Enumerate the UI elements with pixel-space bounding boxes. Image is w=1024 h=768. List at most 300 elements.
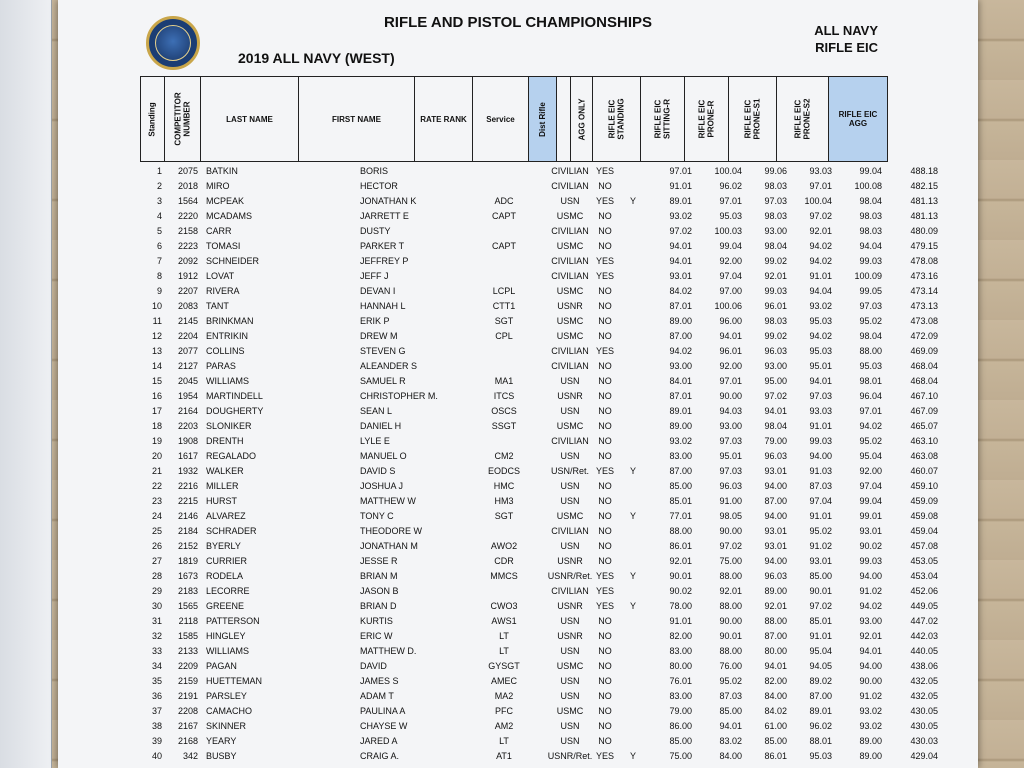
cell-first-name: MATTHEW W (360, 496, 416, 506)
cell-agg-score: 478.08 (910, 256, 938, 266)
cell-standing-score: 91.01 (669, 616, 692, 626)
cell-prone-s1-score: 97.04 (809, 496, 832, 506)
cell-agg-score: 468.04 (910, 376, 938, 386)
cell-standing: 18 (151, 421, 162, 431)
cell-competitor-number: 2183 (177, 586, 198, 596)
cell-agg-score: 479.15 (910, 241, 938, 251)
cell-service: USMC (556, 211, 584, 221)
cell-prone-r-score: 94.00 (764, 556, 787, 566)
cell-dist-rifle: NO (598, 301, 612, 311)
event-label-line2: RIFLE EIC (815, 40, 878, 55)
cell-competitor-number: 2207 (177, 286, 198, 296)
cell-sitting-score: 96.00 (719, 316, 742, 326)
cell-last-name: COLLINS (206, 346, 245, 356)
cell-prone-r-score: 96.03 (764, 571, 787, 581)
cell-last-name: RODELA (206, 571, 244, 581)
cell-agg-only: Y (629, 466, 636, 476)
cell-last-name: TOMASI (206, 241, 241, 251)
cell-dist-rifle: NO (598, 226, 612, 236)
cell-standing: 32 (151, 631, 162, 641)
cell-service: USNR/Ret. (547, 751, 593, 761)
cell-standing-score: 84.01 (669, 376, 692, 386)
cell-last-name: ALVAREZ (206, 511, 246, 521)
cell-standing: 2 (156, 181, 162, 191)
cell-first-name: JASON B (360, 586, 399, 596)
cell-competitor-number: 2215 (177, 496, 198, 506)
cell-standing-score: 93.01 (669, 271, 692, 281)
cell-sitting-score: 95.02 (719, 676, 742, 686)
cell-first-name: KURTIS (360, 616, 393, 626)
cell-first-name: DAVID S (360, 466, 396, 476)
cell-agg-only: Y (629, 751, 636, 761)
cell-last-name: MIRO (206, 181, 230, 191)
cell-standing-score: 97.01 (669, 166, 692, 176)
cell-standing-score: 87.01 (669, 391, 692, 401)
cell-prone-s1-score: 95.03 (809, 346, 832, 356)
cell-prone-s1-score: 94.04 (809, 286, 832, 296)
cell-service: USN (560, 736, 580, 746)
cell-prone-s1-score: 95.04 (809, 646, 832, 656)
cell-rate-rank: MMCS (490, 571, 518, 581)
cell-agg-score: 473.14 (910, 286, 938, 296)
cell-prone-r-score: 98.04 (764, 241, 787, 251)
cell-prone-s2-score: 94.02 (859, 421, 882, 431)
cell-standing: 13 (151, 346, 162, 356)
cell-prone-s1-score: 91.02 (809, 541, 832, 551)
cell-last-name: MILLER (206, 481, 239, 491)
cell-rate-rank: MA2 (494, 691, 514, 701)
cell-standing: 7 (156, 256, 162, 266)
cell-prone-s2-score: 99.03 (859, 556, 882, 566)
cell-prone-s1-score: 99.03 (809, 436, 832, 446)
cell-service: USN (560, 481, 580, 491)
cell-standing: 35 (151, 676, 162, 686)
cell-prone-s2-score: 95.02 (859, 316, 882, 326)
cell-standing: 4 (156, 211, 162, 221)
cell-prone-s2-score: 99.05 (859, 286, 882, 296)
cell-sitting-score: 98.05 (719, 511, 742, 521)
cell-prone-r-score: 80.00 (764, 646, 787, 656)
cell-rate-rank: CWO3 (490, 601, 518, 611)
cell-last-name: SLONIKER (206, 421, 252, 431)
cell-prone-r-score: 94.01 (764, 661, 787, 671)
cell-prone-s2-score: 93.02 (859, 721, 882, 731)
cell-prone-r-score: 96.03 (764, 451, 787, 461)
cell-dist-rifle: YES (595, 166, 614, 176)
cell-competitor-number: 2146 (177, 511, 198, 521)
cell-prone-r-score: 95.00 (764, 376, 787, 386)
cell-last-name: SKINNER (206, 721, 247, 731)
cell-last-name: CURRIER (206, 556, 248, 566)
cell-service: CIVILIAN (551, 361, 589, 371)
cell-prone-s2-score: 95.02 (859, 436, 882, 446)
cell-sitting-score: 95.01 (719, 451, 742, 461)
cell-prone-r-score: 84.00 (764, 691, 787, 701)
cell-rate-rank: AWS1 (491, 616, 517, 626)
cell-prone-r-score: 97.03 (764, 196, 787, 206)
cell-first-name: HECTOR (360, 181, 398, 191)
cell-rate-rank: CDR (494, 556, 514, 566)
cell-prone-r-score: 61.00 (764, 721, 787, 731)
cell-prone-s2-score: 97.03 (859, 301, 882, 311)
cell-prone-s2-score: 95.04 (859, 451, 882, 461)
cell-prone-s1-score: 91.01 (809, 421, 832, 431)
cell-prone-r-score: 94.00 (764, 481, 787, 491)
cell-dist-rifle: NO (598, 361, 612, 371)
cell-prone-s1-score: 91.03 (809, 466, 832, 476)
cell-agg-score: 438.06 (910, 661, 938, 671)
cell-standing-score: 85.00 (669, 481, 692, 491)
cell-prone-s1-score: 94.01 (809, 376, 832, 386)
cell-prone-s1-score: 91.01 (809, 631, 832, 641)
cell-first-name: THEODORE W (360, 526, 422, 536)
cell-sitting-score: 85.00 (719, 706, 742, 716)
cell-standing-score: 83.00 (669, 646, 692, 656)
cell-competitor-number: 2208 (177, 706, 198, 716)
cell-first-name: CHAYSE W (360, 721, 408, 731)
cell-prone-r-score: 92.01 (764, 601, 787, 611)
cell-prone-s2-score: 89.00 (859, 751, 882, 761)
cell-prone-r-score: 98.03 (764, 316, 787, 326)
cell-service: USN (560, 616, 580, 626)
cell-competitor-number: 2045 (177, 376, 198, 386)
cell-first-name: JEFFREY P (360, 256, 409, 266)
cell-agg-score: 481.13 (910, 211, 938, 221)
cell-prone-s2-score: 96.04 (859, 391, 882, 401)
cell-prone-s1-score: 95.01 (809, 361, 832, 371)
cell-competitor-number: 2167 (177, 721, 198, 731)
cell-standing-score: 88.00 (669, 526, 692, 536)
cell-standing-score: 93.02 (669, 436, 692, 446)
cell-prone-r-score: 85.00 (764, 736, 787, 746)
cell-agg-score: 430.03 (910, 736, 938, 746)
cell-first-name: JARRETT E (360, 211, 409, 221)
cell-standing: 25 (151, 526, 162, 536)
cell-competitor-number: 2220 (177, 211, 198, 221)
cell-prone-s2-score: 90.00 (859, 676, 882, 686)
cell-agg-score: 473.08 (910, 316, 938, 326)
cell-first-name: DANIEL H (360, 421, 402, 431)
header-agg-only: AGG ONLY (571, 77, 593, 161)
cell-last-name: BYERLY (206, 541, 241, 551)
cell-last-name: HUETTEMAN (206, 676, 262, 686)
header-standing-score: RIFLE EIC STANDING (593, 77, 641, 161)
cell-standing: 19 (151, 436, 162, 446)
cell-sitting-score: 100.06 (714, 301, 742, 311)
cell-last-name: GREENE (206, 601, 245, 611)
cell-last-name: DRENTH (206, 436, 244, 446)
cell-service: CIVILIAN (551, 526, 589, 536)
cell-rate-rank: CTT1 (492, 301, 516, 311)
cell-dist-rifle: NO (598, 406, 612, 416)
cell-service: USN (560, 376, 580, 386)
cell-agg-score: 459.09 (910, 496, 938, 506)
cell-prone-s1-score: 94.02 (809, 256, 832, 266)
cell-standing-score: 97.02 (669, 226, 692, 236)
cell-dist-rifle: YES (595, 751, 614, 761)
cell-dist-rifle: NO (598, 376, 612, 386)
cell-dist-rifle: NO (598, 526, 612, 536)
cell-prone-s2-score: 99.04 (859, 496, 882, 506)
cell-first-name: JESSE R (360, 556, 398, 566)
header-first-name: FIRST NAME (299, 77, 415, 161)
cell-prone-s2-score: 93.00 (859, 616, 882, 626)
cell-standing: 30 (151, 601, 162, 611)
cell-agg-score: 469.09 (910, 346, 938, 356)
cell-agg-score: 432.05 (910, 676, 938, 686)
cell-agg-score: 472.09 (910, 331, 938, 341)
cell-standing: 24 (151, 511, 162, 521)
cell-standing: 5 (156, 226, 162, 236)
cell-agg-score: 459.10 (910, 481, 938, 491)
cell-dist-rifle: NO (598, 556, 612, 566)
cell-first-name: DEVAN I (360, 286, 396, 296)
cell-prone-s1-score: 93.01 (809, 556, 832, 566)
cell-prone-s1-score: 90.01 (809, 586, 832, 596)
cell-rate-rank: PFC (495, 706, 513, 716)
cell-last-name: BRINKMAN (206, 316, 254, 326)
cell-service: USNR (557, 631, 583, 641)
cell-standing-score: 76.01 (669, 676, 692, 686)
cell-agg-score: 432.05 (910, 691, 938, 701)
cell-rate-rank: LCPL (492, 286, 516, 296)
cell-rate-rank: CAPT (491, 211, 516, 221)
cell-prone-s1-score: 94.05 (809, 661, 832, 671)
cell-sitting-score: 97.03 (719, 466, 742, 476)
cell-competitor-number: 2152 (177, 541, 198, 551)
cell-competitor-number: 2133 (177, 646, 198, 656)
cell-dist-rifle: NO (598, 646, 612, 656)
cell-service: USNR (557, 556, 583, 566)
cell-first-name: MANUEL O (360, 451, 407, 461)
cell-prone-s2-score: 98.04 (859, 196, 882, 206)
cell-first-name: MATTHEW D. (360, 646, 417, 656)
cell-prone-s2-score: 100.08 (854, 181, 882, 191)
cell-agg-score: 468.04 (910, 361, 938, 371)
cell-service: USNR (557, 301, 583, 311)
cell-prone-s2-score: 98.03 (859, 211, 882, 221)
cell-sitting-score: 99.04 (719, 241, 742, 251)
cell-standing: 26 (151, 541, 162, 551)
cell-first-name: STEVEN G (360, 346, 406, 356)
cell-service: CIVILIAN (551, 256, 589, 266)
cell-first-name: SAMUEL R (360, 376, 406, 386)
cell-service: USN (560, 541, 580, 551)
header-prone-r: RIFLE EIC PRONE-R (685, 77, 729, 161)
cell-competitor-number: 2168 (177, 736, 198, 746)
cell-standing: 34 (151, 661, 162, 671)
cell-competitor-number: 2164 (177, 406, 198, 416)
cell-agg-score: 482.15 (910, 181, 938, 191)
cell-standing: 15 (151, 376, 162, 386)
cell-prone-s2-score: 100.09 (854, 271, 882, 281)
cell-prone-s1-score: 93.03 (809, 166, 832, 176)
cell-rate-rank: LT (499, 646, 509, 656)
cell-competitor-number: 2127 (177, 361, 198, 371)
cell-service: USNR (557, 391, 583, 401)
cell-standing: 1 (156, 166, 162, 176)
cell-standing: 37 (151, 706, 162, 716)
cell-prone-s1-score: 93.03 (809, 406, 832, 416)
cell-agg-score: 463.10 (910, 436, 938, 446)
cell-agg-score: 429.04 (910, 751, 938, 761)
cell-prone-s1-score: 89.01 (809, 706, 832, 716)
cell-agg-score: 473.16 (910, 271, 938, 281)
cell-rate-rank: OSCS (491, 406, 517, 416)
cell-dist-rifle: NO (598, 316, 612, 326)
cell-competitor-number: 1932 (177, 466, 198, 476)
cell-prone-r-score: 82.00 (764, 676, 787, 686)
cell-sitting-score: 88.00 (719, 646, 742, 656)
cell-rate-rank: AT1 (496, 751, 512, 761)
cell-sitting-score: 90.00 (719, 616, 742, 626)
cell-first-name: ERIC W (360, 631, 393, 641)
cell-sitting-score: 94.03 (719, 406, 742, 416)
cell-prone-s2-score: 98.01 (859, 376, 882, 386)
cell-rate-rank: CPL (495, 331, 513, 341)
cell-prone-s1-score: 94.00 (809, 451, 832, 461)
cell-agg-score: 440.05 (910, 646, 938, 656)
cell-first-name: PARKER T (360, 241, 405, 251)
cell-first-name: JARED A (360, 736, 398, 746)
cell-standing-score: 94.02 (669, 346, 692, 356)
cell-prone-s2-score: 99.03 (859, 256, 882, 266)
cell-prone-s1-score: 95.03 (809, 316, 832, 326)
cell-agg-score: 460.07 (910, 466, 938, 476)
cell-prone-s1-score: 97.03 (809, 391, 832, 401)
cell-competitor-number: 1673 (177, 571, 198, 581)
cell-service: CIVILIAN (551, 346, 589, 356)
cell-agg-score: 459.04 (910, 526, 938, 536)
header-prone-s2: RIFLE EIC PRONE-S2 (777, 77, 829, 161)
results-sheet (58, 0, 978, 768)
cell-standing: 39 (151, 736, 162, 746)
cell-competitor-number: 1565 (177, 601, 198, 611)
cell-dist-rifle: NO (598, 331, 612, 341)
cell-sitting-score: 97.03 (719, 436, 742, 446)
cell-prone-s2-score: 93.01 (859, 526, 882, 536)
cell-prone-s1-score: 91.01 (809, 271, 832, 281)
cell-sitting-score: 76.00 (719, 661, 742, 671)
cell-dist-rifle: NO (598, 181, 612, 191)
cell-prone-s2-score: 88.00 (859, 346, 882, 356)
cell-standing-score: 90.02 (669, 586, 692, 596)
cell-agg-score: 463.08 (910, 451, 938, 461)
cell-first-name: JOSHUA J (360, 481, 404, 491)
cell-standing-score: 82.00 (669, 631, 692, 641)
cell-standing-score: 94.01 (669, 256, 692, 266)
cell-standing-score: 94.01 (669, 241, 692, 251)
cell-rate-rank: MA1 (494, 376, 514, 386)
cell-service: USN (560, 676, 580, 686)
cell-last-name: CARR (206, 226, 232, 236)
header-competitor-number: COMPETITOR NUMBER (165, 77, 201, 161)
cell-service: CIVILIAN (551, 226, 589, 236)
header-service: Service (473, 77, 529, 161)
cell-agg-score: 481.13 (910, 196, 938, 206)
cell-standing: 14 (151, 361, 162, 371)
cell-rate-rank: CAPT (491, 241, 516, 251)
cell-competitor-number: 2216 (177, 481, 198, 491)
cell-dist-rifle: NO (598, 211, 612, 221)
cell-sitting-score: 88.00 (719, 571, 742, 581)
cell-competitor-number: 2204 (177, 331, 198, 341)
cell-standing: 20 (151, 451, 162, 461)
cell-dist-rifle: NO (598, 676, 612, 686)
cell-standing: 36 (151, 691, 162, 701)
cell-agg-score: 467.09 (910, 406, 938, 416)
cell-dist-rifle: NO (598, 481, 612, 491)
cell-first-name: ADAM T (360, 691, 394, 701)
cell-prone-s1-score: 88.01 (809, 736, 832, 746)
cell-service: USN (560, 196, 580, 206)
cell-competitor-number: 1908 (177, 436, 198, 446)
cell-prone-s1-score: 89.02 (809, 676, 832, 686)
cell-rate-rank: GYSGT (488, 661, 520, 671)
cell-prone-s2-score: 99.01 (859, 511, 882, 521)
cell-sitting-score: 97.01 (719, 196, 742, 206)
cell-competitor-number: 1954 (177, 391, 198, 401)
cell-sitting-score: 96.02 (719, 181, 742, 191)
cell-last-name: LOVAT (206, 271, 235, 281)
cell-service: USN/Ret. (550, 466, 589, 476)
cell-service: CIVILIAN (551, 181, 589, 191)
cell-prone-s1-score: 95.03 (809, 751, 832, 761)
cell-last-name: PAGAN (206, 661, 237, 671)
cell-service: USMC (556, 511, 584, 521)
cell-standing-score: 89.01 (669, 406, 692, 416)
cell-prone-s1-score: 96.02 (809, 721, 832, 731)
cell-last-name: SCHRADER (206, 526, 257, 536)
cell-standing-score: 86.01 (669, 541, 692, 551)
cell-competitor-number: 2083 (177, 301, 198, 311)
cell-competitor-number: 2018 (177, 181, 198, 191)
cell-prone-r-score: 93.01 (764, 526, 787, 536)
cell-competitor-number: 2184 (177, 526, 198, 536)
header-prone-s1: RIFLE EIC PRONE-S1 (729, 77, 777, 161)
cell-competitor-number: 2075 (177, 166, 198, 176)
cell-service: USNR/Ret. (547, 571, 593, 581)
cell-rate-rank: ITCS (493, 391, 515, 401)
cell-dist-rifle: NO (598, 661, 612, 671)
cell-prone-s2-score: 90.02 (859, 541, 882, 551)
cell-agg-score: 430.05 (910, 706, 938, 716)
cell-prone-r-score: 98.04 (764, 421, 787, 431)
adjacent-paper-sheet (0, 0, 52, 768)
cell-competitor-number: 2203 (177, 421, 198, 431)
cell-prone-r-score: 89.00 (764, 586, 787, 596)
cell-first-name: LYLE E (360, 436, 390, 446)
cell-competitor-number: 342 (182, 751, 198, 761)
cell-prone-r-score: 94.00 (764, 511, 787, 521)
cell-prone-r-score: 92.01 (764, 271, 787, 281)
cell-prone-r-score: 86.01 (764, 751, 787, 761)
cell-standing-score: 90.01 (669, 571, 692, 581)
cell-prone-r-score: 93.00 (764, 226, 787, 236)
cell-agg-only: Y (629, 571, 636, 581)
cell-dist-rifle: YES (595, 271, 614, 281)
cell-last-name: MCPEAK (206, 196, 245, 206)
cell-agg-score: 488.18 (910, 166, 938, 176)
cell-standing-score: 91.01 (669, 181, 692, 191)
cell-dist-rifle: YES (595, 586, 614, 596)
cell-dist-rifle: NO (598, 496, 612, 506)
cell-service: USN (560, 451, 580, 461)
cell-last-name: MCADAMS (206, 211, 253, 221)
cell-prone-s2-score: 92.01 (859, 631, 882, 641)
cell-agg-score: 473.13 (910, 301, 938, 311)
cell-prone-s1-score: 94.02 (809, 331, 832, 341)
